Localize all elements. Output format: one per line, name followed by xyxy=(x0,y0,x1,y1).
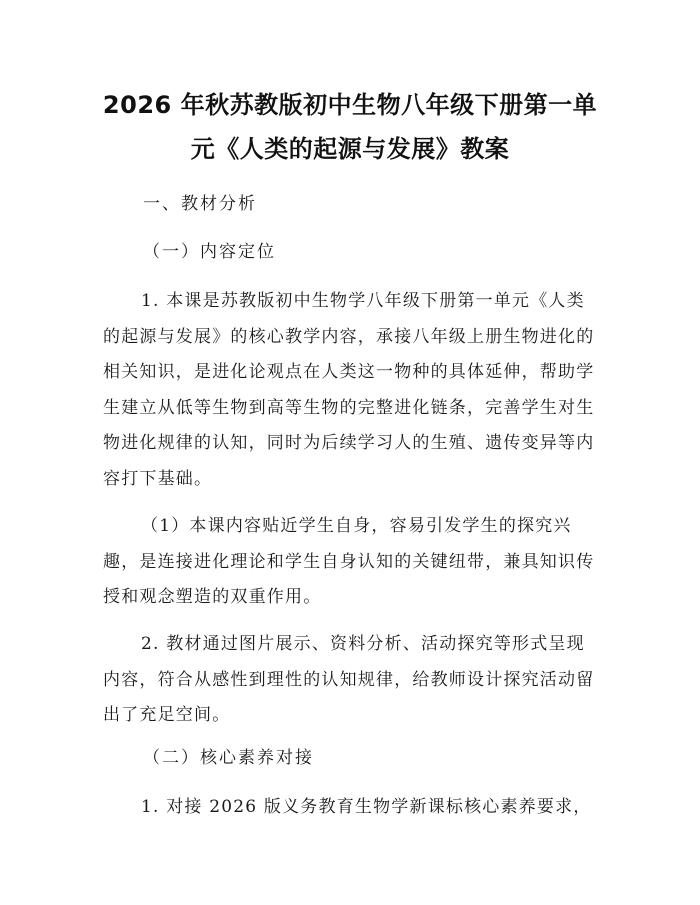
paragraph-line: 容打下基础。 xyxy=(103,468,213,489)
paragraph-4 xyxy=(103,790,603,826)
paragraph-line: 生建立从低等生物到高等生物的完整进化链条，完善学生对生 xyxy=(103,397,595,418)
paragraph-1 xyxy=(103,284,603,497)
document-title-line-1: 2026 年秋苏教版初中生物八年级下册第一单 xyxy=(102,91,598,119)
paragraph-line: 1. 对接 2026 版义务教育生物学新课标核心素养要求， xyxy=(141,797,592,817)
document-title-line-2: 元《人类的起源与发展》教案 xyxy=(190,135,510,163)
paragraph-line: 相关知识，是进化论观点在人类这一物种的具体延伸，帮助学 xyxy=(103,362,595,382)
section-heading-textbook-analysis: 一、教材分析 xyxy=(143,194,257,214)
paragraph-3 xyxy=(103,627,603,734)
paragraph-line: 物进化规律的认知，同时为后续学习人的生殖、遗传变异等内 xyxy=(103,433,595,453)
paragraph-line: （1）本课内容贴近学生自身，容易引发学生的探究兴 xyxy=(141,516,572,536)
paragraph-line: 授和观念塑造的双重作用。 xyxy=(103,587,322,607)
paragraph-line: 的起源与发展》的核心教学内容，承接八年级上册生物进化的 xyxy=(103,326,595,347)
paragraph-line: 1. 本课是苏教版初中生物学八年级下册第一单元《人类 xyxy=(141,291,585,311)
paragraph-line: 2. 教材通过图片展示、资料分析、活动探究等形式呈现 xyxy=(141,634,585,654)
paragraph-line: 内容，符合从感性到理性的认知规律，给教师设计探究活动留 xyxy=(103,669,595,690)
subsection-heading-content-positioning: （一）内容定位 xyxy=(143,242,276,262)
paragraph-2 xyxy=(103,509,603,616)
paragraph-line: 出了充足空间。 xyxy=(103,705,231,725)
subsection-heading-core-literacy: （二）核心素养对接 xyxy=(143,748,314,768)
paragraph-line: 趣，是连接进化理论和学生自身认知的关键纽带，兼具知识传 xyxy=(103,551,595,572)
